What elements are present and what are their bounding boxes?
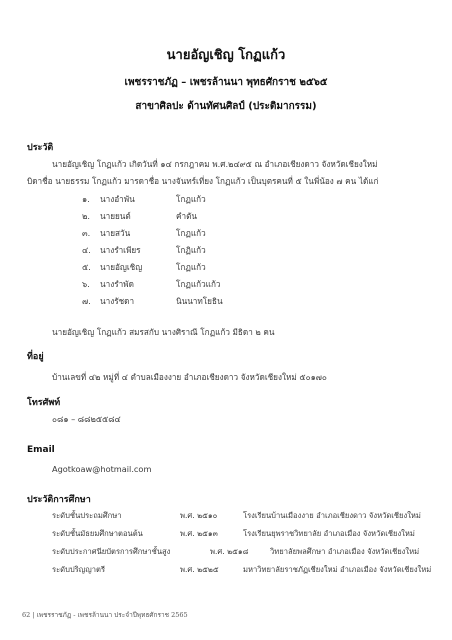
education-level: ระดับปริญญาตรี xyxy=(52,565,106,574)
biography-line-2: บิดาชื่อ นายธรรม โกฏแก้ว มารดาชื่อ นางจันทร์เที่ยง โกฏแก้ว เป็นบุตรคนที่ ๕ ในพี่น้อง ๗ คน ได้แก่ xyxy=(27,176,379,186)
education-heading: ประวัติการศึกษา xyxy=(27,495,91,505)
education-level: ระดับประกาศนียบัตรการศึกษาชั้นสูง xyxy=(52,547,171,556)
education-school: มหาวิทยาลัยราชภัฏเชียงใหม่ อำเภอเมือง จังหวัดเชียงใหม่ xyxy=(243,565,432,574)
email-heading: Email xyxy=(27,445,55,455)
education-school: วิทยาลัยพลศึกษา อำเภอเมือง จังหวัดเชียงใหม่ xyxy=(270,547,420,556)
email-value: Agotkoaw@hotmail.com xyxy=(52,464,152,474)
education-year: พ.ศ. ๒๕๑๓ xyxy=(180,529,218,538)
biography-heading: ประวัติ xyxy=(27,143,54,153)
education-year: พ.ศ. ๒๕๑๐ xyxy=(180,511,218,520)
address-heading: ที่อยู่ xyxy=(27,352,44,362)
education-row xyxy=(52,546,432,558)
education-school: โรงเรียนบ้านเมืองงาย อำเภอเชียงดาว จังหวัดเชียงใหม่ xyxy=(243,511,421,520)
address-value: บ้านเลขที่ ๔๒ หมู่ที่ ๔ ตำบลเมืองงาย อำเภอเชียงดาว จังหวัดเชียงใหม่ ๕๐๑๗๐ xyxy=(52,372,327,382)
phone-heading: โทรศัพท์ xyxy=(27,398,61,408)
education-row xyxy=(52,528,432,540)
phone-value: ๐๘๑ – ๘๘๒๕๕๘๔ xyxy=(52,414,121,424)
field-subtitle: สาขาศิลปะ ด้านทัศนศิลป์ (ประติมากรรม) xyxy=(135,101,317,112)
education-year: พ.ศ. ๒๕๒๕ xyxy=(180,565,219,574)
education-school: โรงเรียนยุพราชวิทยาลัย อำเภอเมือง จังหวัดเชียงใหม่ xyxy=(243,529,415,538)
award-subtitle: เพชรราชภัฏ – เพชรล้านนา พุทธศักราช ๒๕๖๕ xyxy=(124,77,328,88)
education-level: ระดับชั้นมัธยมศึกษาตอนต้น xyxy=(52,529,143,538)
education-row xyxy=(52,564,432,576)
biography-line-1: นายอัญเชิญ โกฏแก้ว เกิดวันที่ ๑๔ กรกฎาคม พ.ศ.๒๔๙๕ ณ อำเภอเชียงดาว จังหวัดเชียงใหม่ xyxy=(52,159,378,169)
education-row xyxy=(52,510,432,522)
page-footer: 62 | เพชรราชภัฏ - เพชรล้านนา ประจำปีพุทธศักราช 2565 xyxy=(22,611,188,619)
education-level: ระดับชั้นประถมศึกษา xyxy=(52,511,122,520)
spouse-line: นายอัญเชิญ โกฏแก้ว สมรสกับ นางศิราณี โกฏแก้ว มีธิดา ๒ คน xyxy=(52,327,275,337)
person-name-title: นายอัญเชิญ โกฏแก้ว xyxy=(166,48,286,63)
education-year: พ.ศ. ๒๕๑๘ xyxy=(210,547,249,556)
document-page: นายอัญเชิญ โกฏแก้ว เพชรราชภัฏ – เพชรล้านนา พุทธศักราช ๒๕๖๕ สาขาศิลปะ ด้านทัศนศิลป์ (ประติมากรรม) ประวัติ นายอัญเชิญ โกฏแก้ว เกิดวันที่ ๑๔ กรกฎาคม พ.ศ.๒๔๙๕ ณ อำเภอเชียงดาว จังหวัดเชียงใหม่ บิดาชื่อ นายธรรม โกฏแก้ว มารดาชื่อ นางจันทร์เที่ยง โกฏแก้ว เป็นบุตรคนที่ ๕ ในพี่น้อง ๗ คน ได้แก่ ๑. นางอำพัน โกฏแก้ว ๒. นายยนต์ คำตัน ๓. นายสวัน โกฏแก้ว ๔. นางรำเพียร โกฏิแก้ว ๕. นายอัญเชิญ โกฏแก้ว ๖. นางรำพัด โกฏแก้วแก้ว ๗. นางรัชดา นินนาทโยธิน นายอัญเชิญ โกฏแก้ว สมรสกับ นางศิราณี โกฏแก้ว มีธิดา ๒ คน ที่อยู่ บ้านเลขที่ ๔๒ หมู่ที่ ๔ ตำบลเมืองงาย อำเภอเชียงดาว จังหวัดเชียงใหม่ ๕๐๑๗๐ โทรศัพท์ ๐๘๑ – ๘๘๒๕๕๘๔ Email Agotkoaw@hotmail.com ประวัติการศึกษา ระดับชั้นประถมศึกษา พ.ศ. ๒๕๑๐ โรงเรียนบ้านเมืองงาย อำเภอเชียงดาว จังหวัดเชียงใหม่ ระดับชั้นมัธยมศึกษาตอนต้น พ.ศ. ๒๕๑๓ โรงเรียนยุพราชวิทยาลัย อำเภอเมือง จังหวัดเชียงใหม่ ระดับประกาศนียบัตรการศึกษาชั้นสูง พ.ศ. ๒๕๑๘ วิทยาลัยพลศึกษา อำเภอเมือง จังหวัดเชียงใหม่ ระดับปริญญาตรี พ.ศ. ๒๕๒๕ มหาวิทยาลัยราชภัฏเชียงใหม่ อำเภอเมือง จังหวัดเชียงใหม่ 62 | เพชรราชภัฏ - เพชรล้านนา ประจำปีพุทธศักราช 2565 xyxy=(0,0,452,640)
